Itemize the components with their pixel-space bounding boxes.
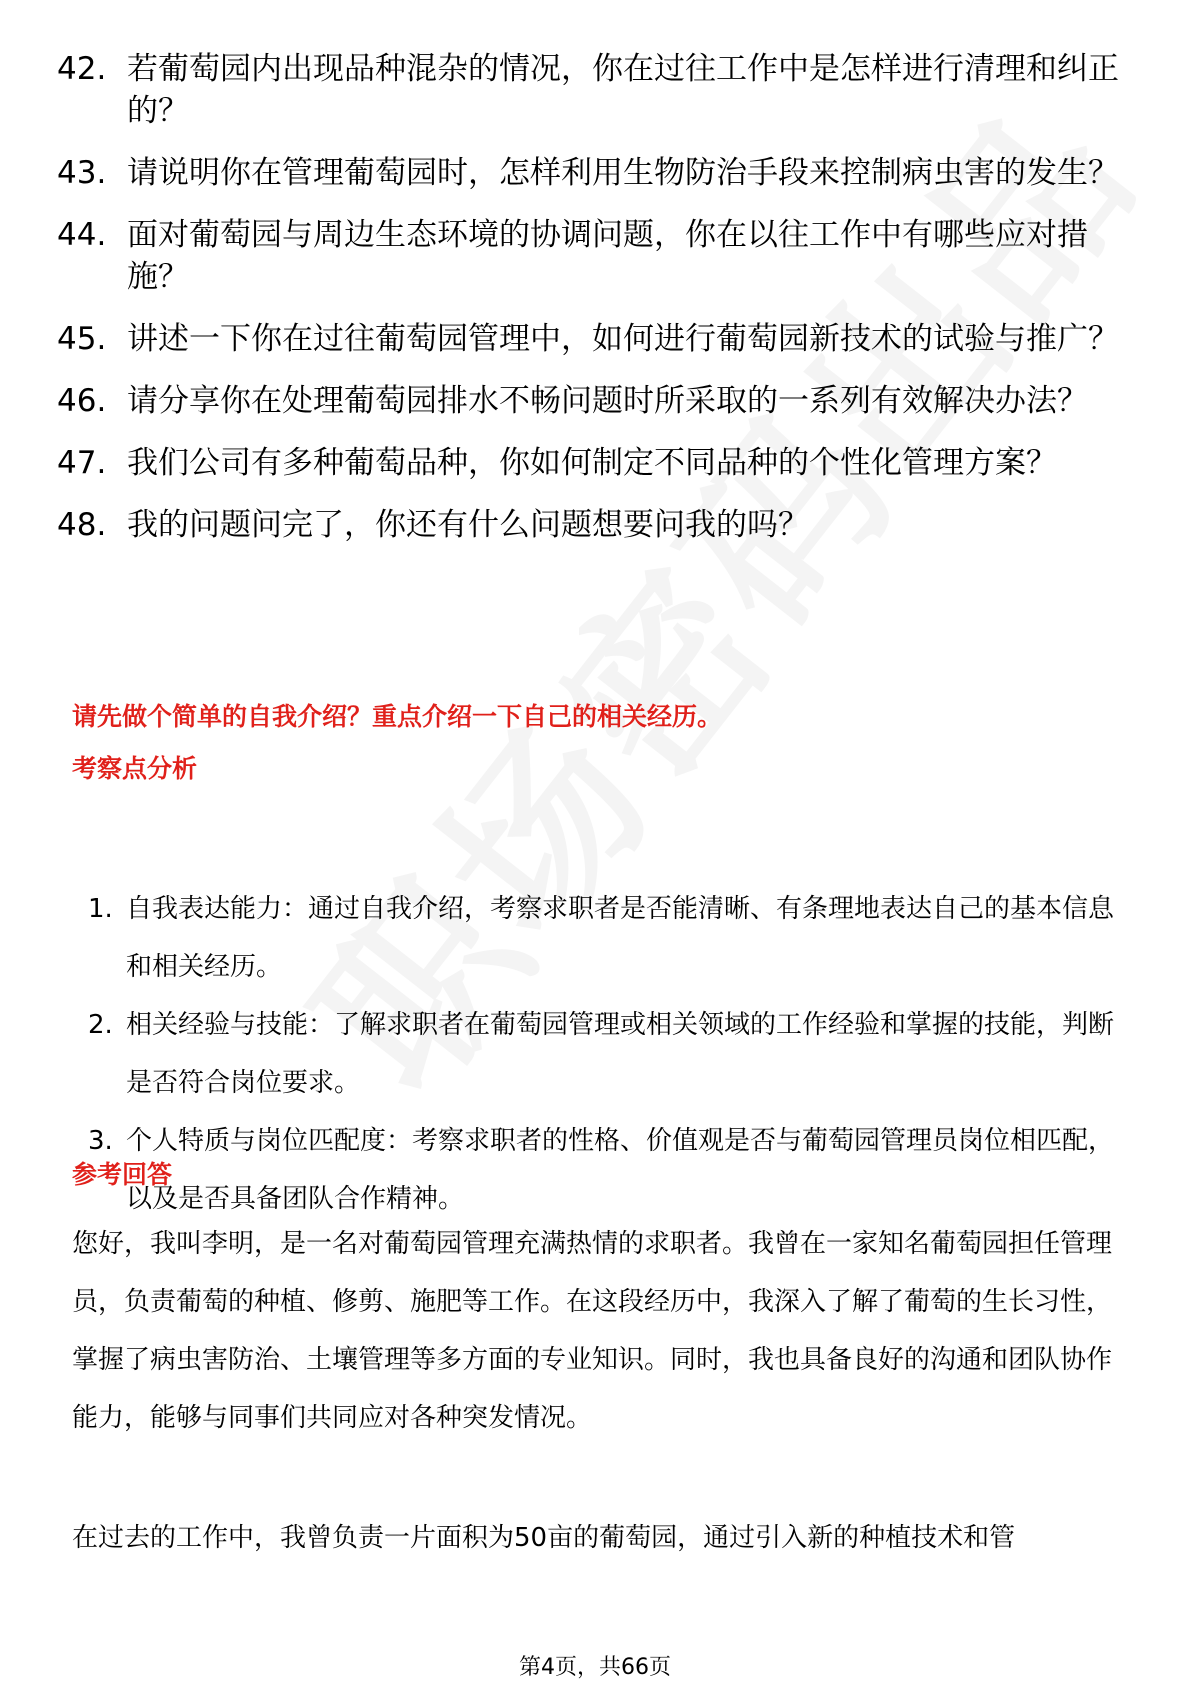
- answer-paragraph: 在过去的工作中，我曾负责一片面积为50亩的葡萄园，通过引入新的种植技术和管: [72, 1523, 1016, 1553]
- analysis-text: 自我表达能力：通过自我介绍，考察求职者是否能清晰、有条理地表达自己的基本信息和相关经历。: [126, 894, 1115, 982]
- question-text: 面对葡萄园与周边生态环境的协调问题，你在以往工作中有哪些应对措施？: [127, 217, 1088, 295]
- analysis-number: 2.: [88, 1010, 113, 1040]
- analysis-list: [80, 880, 1120, 1228]
- analysis-number: 1.: [88, 894, 113, 924]
- question-number: 46.: [57, 383, 107, 419]
- analysis-number: 3.: [88, 1126, 113, 1156]
- question-item: [57, 442, 1137, 484]
- question-item: [57, 504, 1137, 546]
- question-item: [57, 48, 1137, 132]
- question-text: 请说明你在管理葡萄园时，怎样利用生物防治手段来控制病虫害的发生？: [127, 155, 1119, 191]
- question-number: 44.: [57, 217, 107, 253]
- question-text: 若葡萄园内出现品种混杂的情况，你在过往工作中是怎样进行清理和纠正的？: [127, 51, 1119, 129]
- question-item: [57, 380, 1137, 422]
- analysis-text: 相关经验与技能：了解求职者在葡萄园管理或相关领域的工作经验和掌握的技能，判断是否符合岗位要求。: [126, 1010, 1115, 1098]
- question-number: 43.: [57, 155, 107, 191]
- question-text: 我们公司有多种葡萄品种，你如何制定不同品种的个性化管理方案？: [127, 445, 1057, 481]
- analysis-heading: 考察点分析: [72, 754, 198, 783]
- analysis-text: 个人特质与岗位匹配度：考察求职者的性格、价值观是否与葡萄园管理员岗位相匹配，以及是否具备团队合作精神。: [126, 1126, 1115, 1214]
- answer-paragraph: 您好，我叫李明，是一名对葡萄园管理充满热情的求职者。我曾在一家知名葡萄园担任管理员，负责葡萄的种植、修剪、施肥等工作。在这段经历中，我深入了解了葡萄的生长习性，掌握了病虫害防治、土壤管理等多方面的专业知识。同时，我也具备良好的沟通和团队协作能力，能够与同事们共同应对各种突发情况。: [72, 1229, 1113, 1433]
- question-list: [57, 48, 1137, 566]
- analysis-item: [80, 996, 1120, 1112]
- question-text: 我的问题问完了，你还有什么问题想要问我的吗？: [127, 507, 809, 543]
- analysis-item: [80, 1112, 1120, 1228]
- question-text: 请分享你在处理葡萄园排水不畅问题时所采取的一系列有效解决办法？: [127, 383, 1088, 419]
- question-text: 讲述一下你在过往葡萄园管理中，如何进行葡萄园新技术的试验与推广？: [127, 321, 1119, 357]
- question-number: 47.: [57, 445, 107, 481]
- question-item: [57, 318, 1137, 360]
- analysis-item: [80, 880, 1120, 996]
- question-item: [57, 152, 1137, 194]
- page-footer: 第4页，共66页: [519, 1655, 671, 1680]
- answer-heading: 参考回答: [72, 1160, 173, 1189]
- question-number: 42.: [57, 51, 107, 87]
- question-item: [57, 214, 1137, 298]
- featured-question: 请先做个简单的自我介绍？重点介绍一下自己的相关经历。: [72, 702, 723, 731]
- question-number: 48.: [57, 507, 107, 543]
- question-number: 45.: [57, 321, 107, 357]
